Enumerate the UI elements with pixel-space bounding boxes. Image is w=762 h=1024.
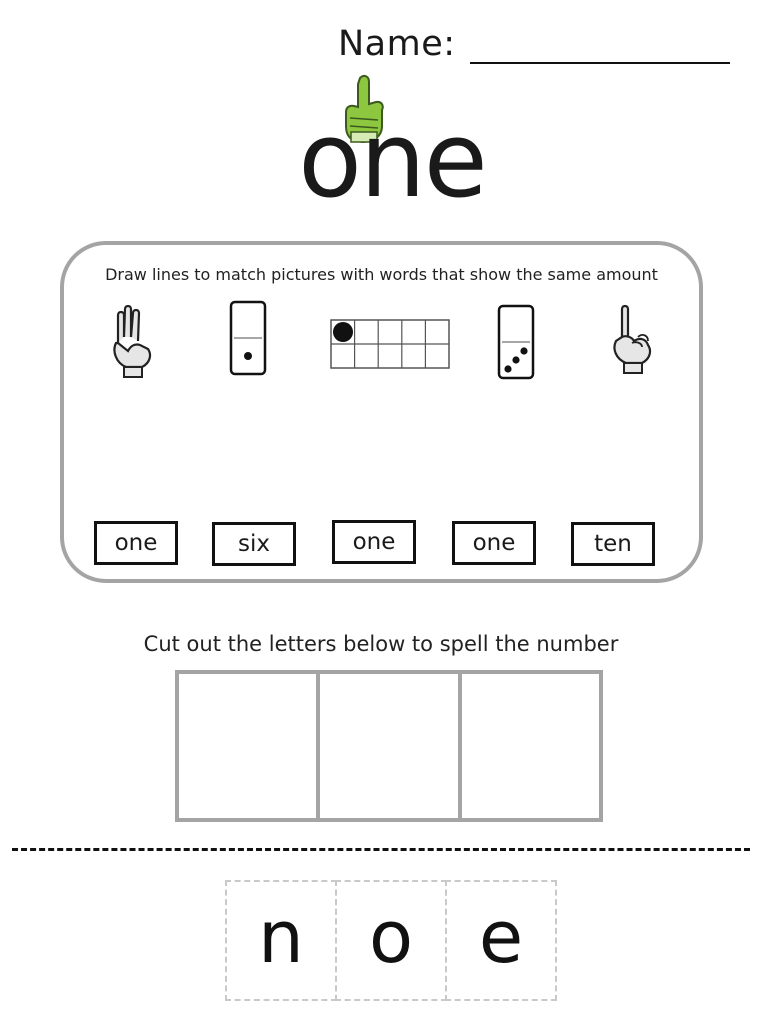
cutout-letter-tile[interactable]: e [445,880,557,1001]
letter-slot[interactable] [320,674,461,818]
domino-three-icon[interactable] [496,303,536,381]
hand-one-finger-icon[interactable] [608,303,658,375]
word-box[interactable]: ten [571,522,655,566]
word-box[interactable]: one [332,520,416,564]
cutout-letter-row [225,880,555,1001]
target-number-word: one [298,99,486,221]
ten-frame-one-icon[interactable] [330,319,450,369]
name-label: Name: [338,24,456,64]
word-box[interactable]: one [94,521,178,565]
letter-slot[interactable] [179,674,320,818]
spell-instruction: Cut out the letters below to spell the number [143,632,619,656]
letter-slot[interactable] [462,674,599,818]
domino-one-icon[interactable] [228,299,268,377]
cut-line [12,848,750,851]
word-box[interactable]: one [452,521,536,565]
cutout-letter-tile[interactable]: o [335,880,447,1001]
word-box[interactable]: six [212,522,296,566]
cutout-letter-tile[interactable]: n [225,880,337,1001]
name-writing-line[interactable] [470,62,730,64]
match-panel [60,241,703,583]
match-instruction: Draw lines to match pictures with words that show the same amount [105,265,658,284]
hand-three-fingers-icon[interactable] [108,305,158,379]
spell-grid [175,670,603,822]
